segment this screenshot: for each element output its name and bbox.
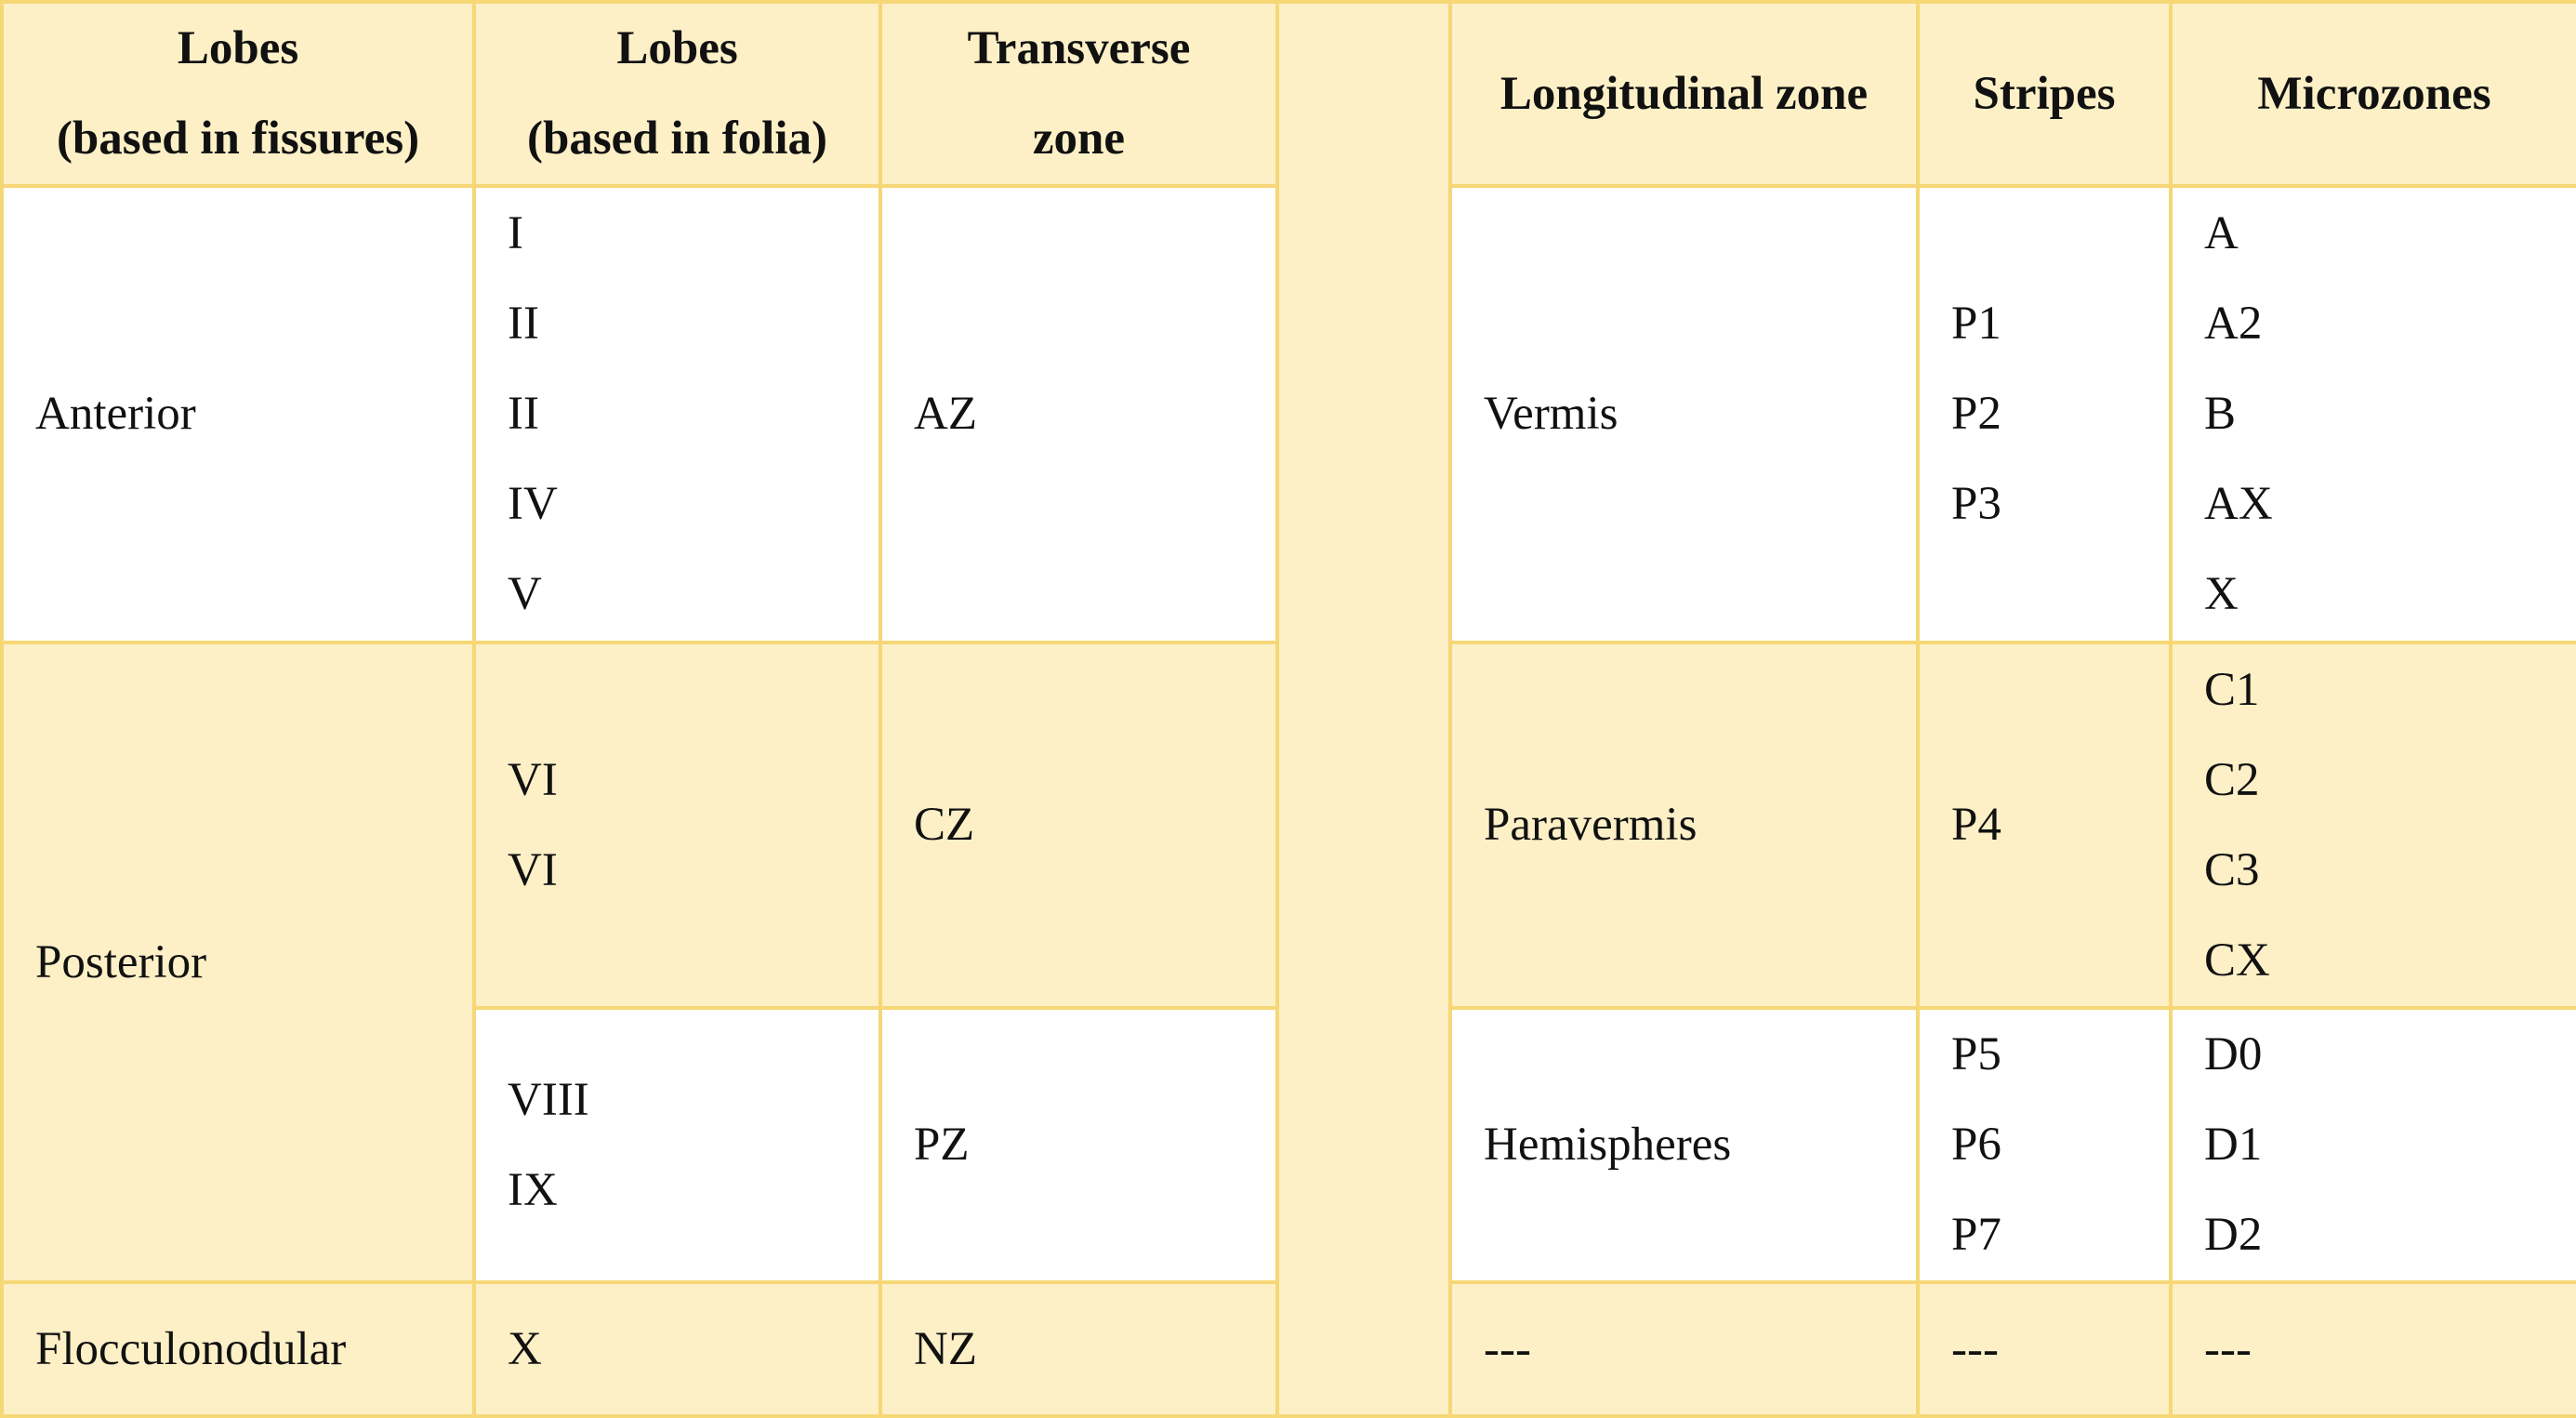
stripes-list: P4 [1918, 643, 2171, 1008]
header-lobes-folia: Lobes (based in folia) [474, 2, 880, 186]
folia-list: I II II IV V [474, 186, 880, 643]
transverse-zone-az: AZ [880, 186, 1277, 643]
stripes-list: P1 P2 P3 [1918, 186, 2171, 643]
folia-list: VIII IX [474, 1008, 880, 1282]
microzones-list: A A2 B AX X [2171, 186, 2576, 643]
spacer-column [1277, 2, 1450, 1416]
header-lobes-fissures: Lobes (based in fissures) [2, 2, 474, 186]
header-transverse-zone: Transverse zone [880, 2, 1277, 186]
longitudinal-paravermis: Paravermis [1450, 643, 1918, 1008]
longitudinal-vermis: Vermis [1450, 186, 1918, 643]
microzones-none: --- [2171, 1282, 2576, 1416]
longitudinal-hemispheres: Hemispheres [1450, 1008, 1918, 1282]
header-microzones: Microzones [2171, 2, 2576, 186]
lobe-anterior: Anterior [2, 186, 474, 643]
transverse-zone-cz: CZ [880, 643, 1277, 1008]
stripes-list: P5 P6 P7 [1918, 1008, 2171, 1282]
lobe-posterior: Posterior [2, 643, 474, 1282]
folia-x: X [474, 1282, 880, 1416]
transverse-zone-pz: PZ [880, 1008, 1277, 1282]
header-row [2, 2, 2576, 186]
stripes-none: --- [1918, 1282, 2171, 1416]
microzones-list: C1 C2 C3 CX [2171, 643, 2576, 1008]
microzones-list: D0 D1 D2 [2171, 1008, 2576, 1282]
lobe-flocculonodular: Flocculonodular [2, 1282, 474, 1416]
folia-list: VI VI [474, 643, 880, 1008]
header-longitudinal-zone: Longitudinal zone [1450, 2, 1918, 186]
header-stripes: Stripes [1918, 2, 2171, 186]
transverse-zone-nz: NZ [880, 1282, 1277, 1416]
longitudinal-none: --- [1450, 1282, 1918, 1416]
